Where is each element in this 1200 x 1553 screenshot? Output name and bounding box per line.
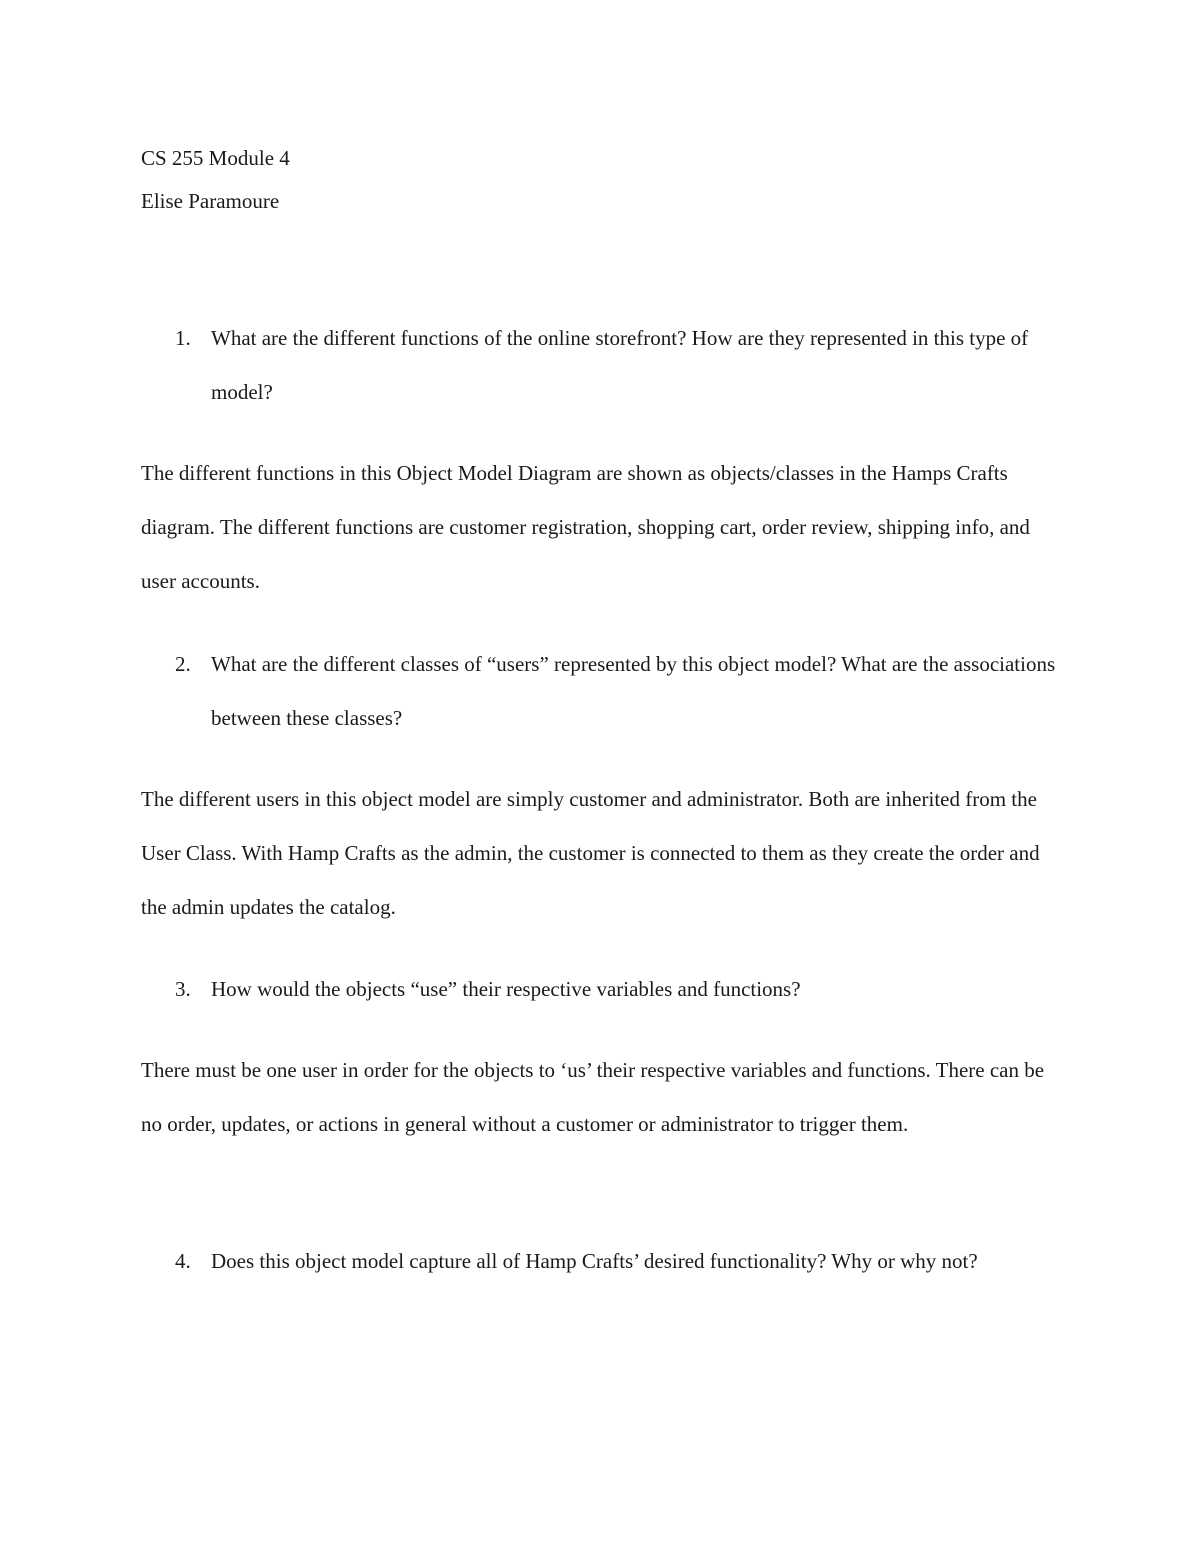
question-text: What are the different functions of the online storefront? How are they represented in this type of model? [211,326,1029,404]
question-number: 2. [175,652,191,676]
answer-2: The different users in this object model are simply customer and administrator. Both are inherited from the User Class. With Hamp Crafts as the admin, the customer is connected to them as they create the order and the admin updates the catalog. [141,787,1040,919]
question-3 [175,962,1075,1016]
course-title: CS 255 Module 4 [141,146,290,170]
question-text: What are the different classes of “users” represented by this object model? What are the associations between these classes? [211,652,1056,730]
question-1 [175,311,1075,419]
question-4 [175,1234,1075,1288]
answer-1: The different functions in this Object Model Diagram are shown as objects/classes in the Hamps Crafts diagram. The different functions are customer registration, shopping cart, order review, shipping info, and user accounts. [141,461,1030,593]
question-number: 3. [175,977,191,1001]
question-2 [175,637,1075,745]
answer-3: There must be one user in order for the objects to ‘us’ their respective variables and functions. There can be no order, updates, or actions in general without a customer or administrator to trigger them. [141,1058,1045,1136]
question-number: 1. [175,326,191,350]
author-name: Elise Paramoure [141,189,280,213]
question-number: 4. [175,1249,191,1273]
question-text: How would the objects “use” their respective variables and functions? [211,977,801,1001]
question-text: Does this object model capture all of Hamp Crafts’ desired functionality? Why or why not? [211,1249,978,1273]
